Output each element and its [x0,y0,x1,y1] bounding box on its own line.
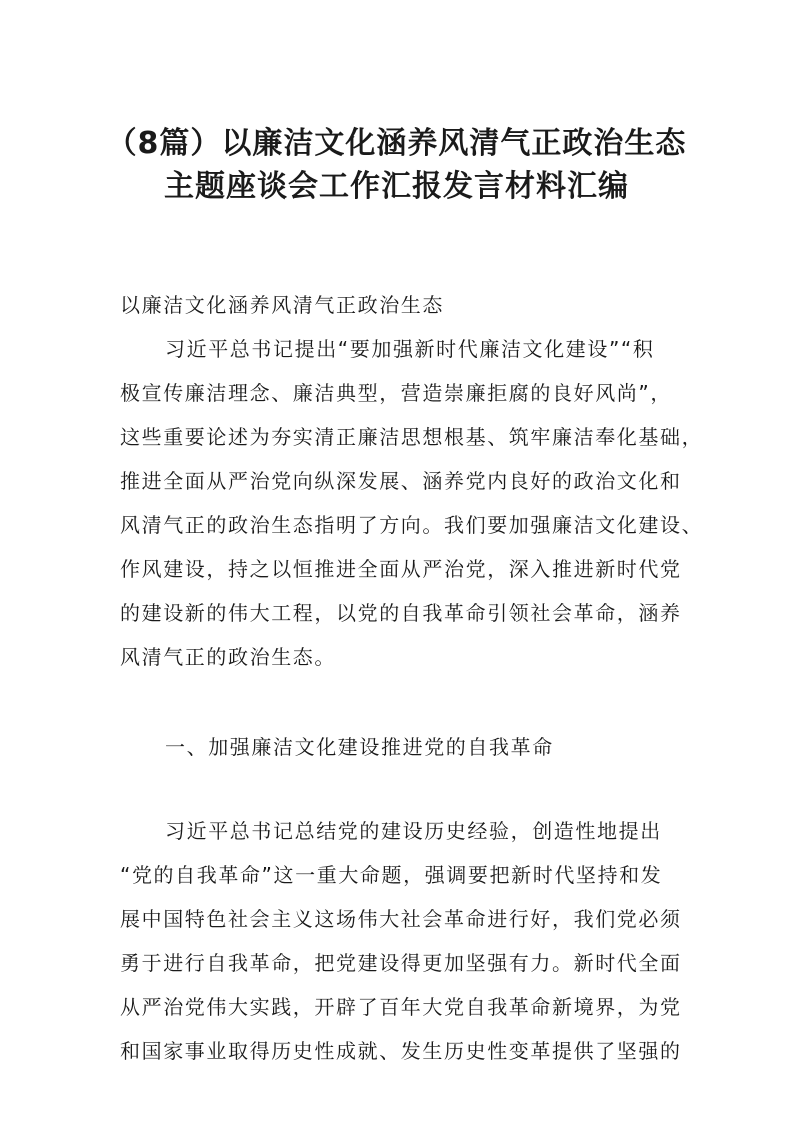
paragraph-line: “党的自我革命”这一重大命题，强调要把新时代坚持和发 [120,863,663,887]
paragraph-line: 的建设新的伟大工程，以党的自我革命引领社会革命，涵养 [120,601,682,625]
paragraph-line: 习近平总书记提出“要加强新时代廉洁文化建设”“积 [165,337,655,361]
article-title: 以廉洁文化涵养风清气正政治生态 [120,293,444,317]
paragraph-line: 展中国特色社会主义这场伟大社会革命进行好，我们党必须 [120,907,682,931]
paragraph-line: 习近平总书记总结党的建设历史经验，创造性地提出 [165,819,662,843]
document-title-line-1: （8篇）以廉洁文化涵养风清气正政治生态 [106,126,687,161]
paragraph-line: 这些重要论述为夯实清正廉洁思想根基、筑牢廉洁奉化基础， [120,425,704,449]
paragraph-line: 推进全面从严治党向纵深发展、涵养党内良好的政治文化和 [120,469,682,493]
paragraph-line: 极宣传廉洁理念、廉洁典型，营造崇廉拒腐的良好风尚”， [120,381,672,405]
paragraph-line: 风清气正的政治生态。 [120,645,336,669]
section-heading: 一、加强廉洁文化建设推进党的自我革命 [165,735,554,759]
document-title-line-2: 主题座谈会工作汇报发言材料汇编 [164,169,629,204]
paragraph-line: 风清气正的政治生态指明了方向。我们要加强廉洁文化建设、 [120,513,704,537]
paragraph-line: 作风建设，持之以恒推进全面从严治党，深入推进新时代党 [120,557,682,581]
paragraph-line: 和国家事业取得历史性成就、发生历史性变革提供了坚强的 [120,1039,682,1063]
paragraph-line: 勇于进行自我革命，把党建设得更加坚强有力。新时代全面 [120,951,682,975]
paragraph-line: 从严治党伟大实践，开辟了百年大党自我革命新境界，为党 [120,995,682,1019]
